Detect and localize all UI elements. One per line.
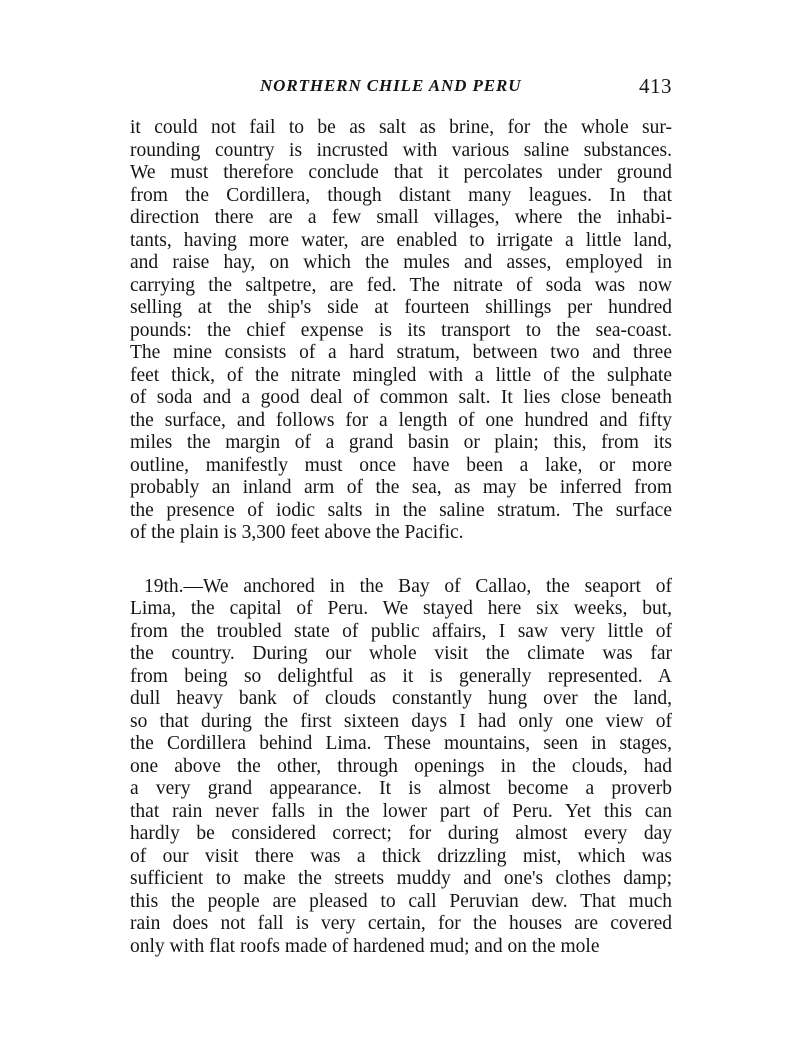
text-line: and raise hay, on which the mules and asses, employed in bbox=[130, 252, 672, 273]
text-line: one above the other, through openings in the clouds, had bbox=[130, 755, 672, 777]
text-line: hardly be considered correct; for during almost every day bbox=[130, 823, 672, 844]
text-line: that rain never falls in the lower part of Peru. Yet this can bbox=[130, 800, 672, 822]
text-line: Lima, the capital of Peru. We stayed here six weeks, but, bbox=[130, 598, 672, 619]
text-line: so that during the first sixteen days I had only one view of bbox=[130, 710, 672, 732]
text-line: rain does not fall is very certain, for the houses are covered bbox=[130, 913, 672, 934]
text-line: from the Cordillera, though distant many leagues. In that bbox=[130, 184, 672, 206]
text-line: carrying the saltpetre, are fed. The nitrate of soda was now bbox=[130, 274, 672, 296]
text-line: selling at the ship's side at fourteen shillings per hundred bbox=[130, 297, 672, 318]
text-line: from the troubled state of public affairs, I saw very little of bbox=[130, 620, 672, 642]
text-line: it could not fail to be as salt as brine, for the whole sur- bbox=[130, 117, 672, 138]
paragraph-2 bbox=[130, 576, 672, 959]
text-line: sufficient to make the streets muddy and one's clothes damp; bbox=[130, 868, 672, 889]
page-number: 413 bbox=[639, 74, 672, 98]
running-title: NORTHERN CHILE AND PERU bbox=[260, 76, 522, 95]
text-line: only with flat roofs made of hardened mud; and on the mole bbox=[130, 935, 600, 957]
text-line: the presence of iodic salts in the saline stratum. The surface bbox=[130, 499, 672, 521]
text-line: feet thick, of the nitrate mingled with a little of the sulphate bbox=[130, 364, 672, 386]
text-line: miles the margin of a grand basin or plain; this, from its bbox=[130, 432, 672, 453]
text-line: We must therefore conclude that it percolates under ground bbox=[130, 162, 672, 183]
text-line: of our visit there was a thick drizzling mist, which was bbox=[130, 845, 672, 867]
paragraph-1 bbox=[130, 117, 672, 545]
text-line: the Cordillera behind Lima. These mountains, seen in stages, bbox=[130, 733, 672, 754]
text-line: The mine consists of a hard stratum, between two and three bbox=[130, 342, 672, 363]
text-line: outline, manifestly must once have been a lake, or more bbox=[130, 454, 672, 476]
text-line: tants, having more water, are enabled to irrigate a little land, bbox=[130, 229, 672, 251]
text-line: from being so delightful as it is generally represented. A bbox=[130, 665, 672, 687]
text-line: pounds: the chief expense is its transport to the sea-coast. bbox=[130, 319, 672, 341]
text-line: of the plain is 3,300 feet above the Pacific. bbox=[130, 522, 464, 543]
text-line: this the people are pleased to call Peruvian dew. That much bbox=[130, 890, 672, 912]
text-line: a very grand appearance. It is almost become a proverb bbox=[130, 778, 672, 799]
text-line: rounding country is incrusted with various saline substances. bbox=[130, 139, 672, 161]
text-line: the surface, and follows for a length of one hundred and fifty bbox=[130, 409, 672, 431]
text-line: dull heavy bank of clouds constantly hung over the land, bbox=[130, 688, 672, 709]
text-line: of soda and a good deal of common salt. It lies close beneath bbox=[130, 387, 672, 408]
running-head bbox=[130, 76, 672, 102]
text-line: direction there are a few small villages, where the inhabi- bbox=[130, 207, 672, 228]
text-line: the country. During our whole visit the climate was far bbox=[130, 643, 672, 664]
text-line: 19th.—We anchored in the Bay of Callao, the seaport of bbox=[144, 575, 672, 597]
paragraph-gap bbox=[130, 545, 672, 576]
body-text bbox=[130, 117, 672, 958]
text-line: probably an inland arm of the sea, as may be inferred from bbox=[130, 477, 672, 498]
